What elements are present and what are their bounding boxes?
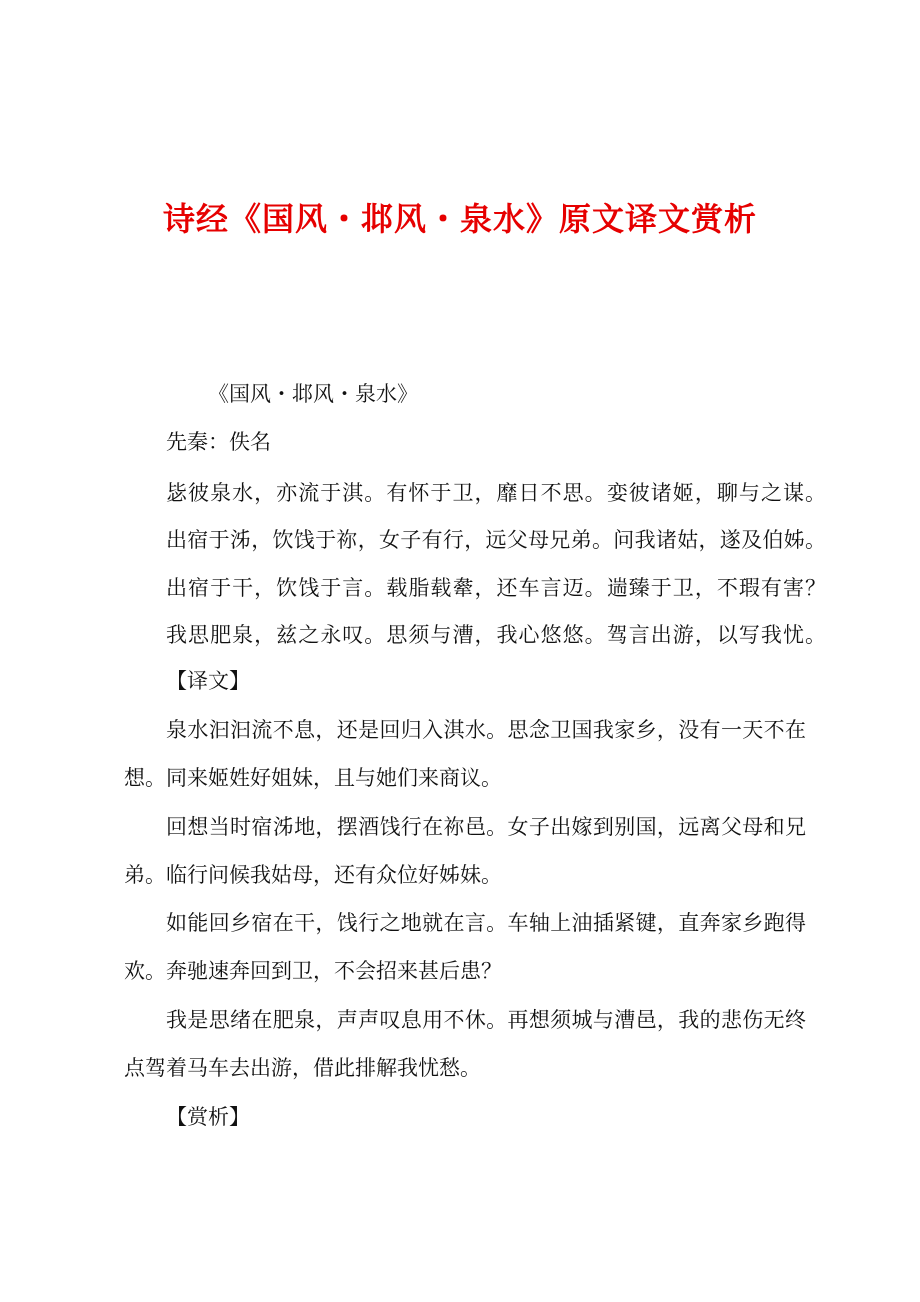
analysis-heading: 【赏析】 — [166, 1105, 250, 1129]
document-title: 诗经《国风・邶风・泉水》原文译文赏析 — [162, 200, 757, 238]
poem-author: 先秦：佚名 — [166, 430, 271, 454]
translation-paragraph-2-line-1: 回想当时宿泲地，摆酒饯行在祢邑。女子出嫁到别国，远离父母和兄 — [166, 815, 806, 839]
poem-stanza-4: 我思肥泉，兹之永叹。思须与漕，我心悠悠。驾言出游，以写我忧。 — [166, 623, 826, 647]
translation-paragraph-3-line-2: 欢。奔驰速奔回到卫，不会招来甚后患？ — [124, 959, 502, 983]
translation-paragraph-1-line-2: 想。同来姬姓好姐妹，且与她们来商议。 — [124, 766, 502, 790]
translation-paragraph-4-line-1: 我是思绪在肥泉，声声叹息用不休。再想须城与漕邑，我的悲伤无终 — [166, 1008, 806, 1032]
translation-paragraph-3-line-1: 如能回乡宿在干，饯行之地就在言。车轴上油插紧键，直奔家乡跑得 — [166, 911, 806, 935]
translation-paragraph-1-line-1: 泉水汩汩流不息，还是回归入淇水。思念卫国我家乡，没有一天不在 — [166, 718, 806, 742]
translation-heading: 【译文】 — [166, 669, 250, 693]
poem-stanza-2: 出宿于泲，饮饯于祢，女子有行，远父母兄弟。问我诸姑，遂及伯姊。 — [166, 528, 826, 552]
translation-paragraph-2-line-2: 弟。临行问候我姑母，还有众位好姊妹。 — [124, 863, 502, 887]
poem-stanza-3: 出宿于干，饮饯于言。载脂载舝，还车言迈。遄臻于卫，不瑕有害？ — [166, 576, 826, 600]
translation-paragraph-4-line-2: 点驾着马车去出游，借此排解我忧愁。 — [124, 1056, 481, 1080]
poem-heading: 《国风・邶风・泉水》 — [208, 382, 418, 406]
poem-stanza-1: 毖彼泉水，亦流于淇。有怀于卫，靡日不思。娈彼诸姬，聊与之谋。 — [166, 481, 826, 505]
